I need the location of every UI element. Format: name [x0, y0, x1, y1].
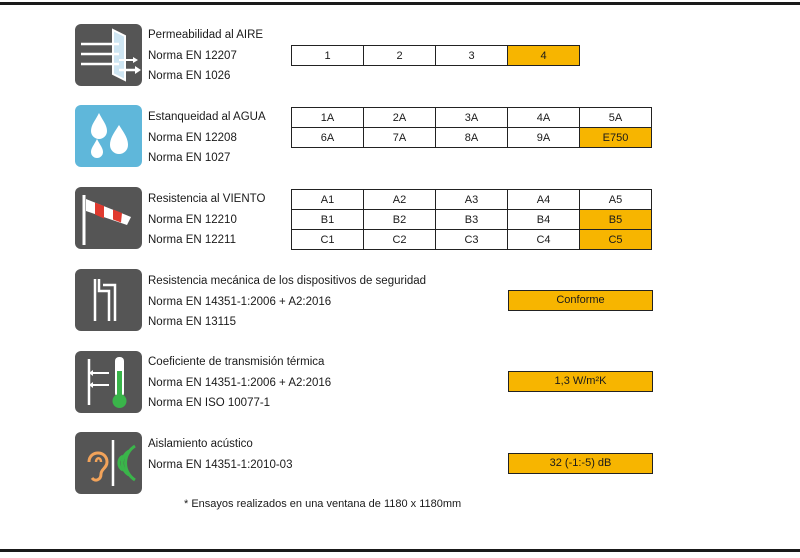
wind-norm-1: Norma EN 12210: [148, 213, 237, 226]
wind-title: Resistencia al VIENTO: [148, 193, 266, 205]
top-rule: [0, 2, 800, 5]
wind-class-cell: A4: [508, 190, 580, 210]
water-title: Estanqueidad al AGUA: [148, 111, 266, 123]
thermal-norm-2: Norma EN ISO 10077-1: [148, 397, 271, 409]
wind-class-cell: B4: [508, 210, 580, 230]
air-class-cell: 1: [292, 46, 364, 66]
air-title: Permeabilidad al AIRE: [148, 29, 264, 41]
wind-class-cell-selected: C5: [580, 230, 652, 250]
air-norm-1: Norma EN 12207: [148, 49, 237, 62]
thermal-result-box: 1,3 W/m²K: [508, 371, 653, 392]
table-row: [292, 190, 652, 210]
water-class-cell: 7A: [364, 128, 436, 148]
wind-class-cell: A1: [292, 190, 364, 210]
table-row: [292, 108, 652, 128]
mechanical-norm-1: Norma EN 14351-1:2006 + A2:2016: [148, 295, 332, 308]
mechanical-title: Resistencia mecánica de los dispositivos de seguridad: [148, 275, 427, 287]
acoustic-norm-1: Norma EN 14351-1:2010-03: [148, 458, 293, 471]
water-class-cell: 8A: [436, 128, 508, 148]
thermal-norm-1: Norma EN 14351-1:2006 + A2:2016: [148, 376, 332, 389]
handle-icon: [75, 269, 142, 331]
water-class-cell: 5A: [580, 108, 652, 128]
wind-class-cell: A2: [364, 190, 436, 210]
water-class-cell: 3A: [436, 108, 508, 128]
test-footnote: * Ensayos realizados en una ventana de 1180 x 1180mm: [184, 498, 462, 510]
table-row: [292, 46, 580, 66]
wind-class-cell: C2: [364, 230, 436, 250]
wind-class-cell: A3: [436, 190, 508, 210]
water-class-cell: 4A: [508, 108, 580, 128]
water-drops-icon: [75, 105, 142, 167]
mechanical-result-box: Conforme: [508, 290, 653, 311]
water-class-cell: 2A: [364, 108, 436, 128]
water-class-cell: 6A: [292, 128, 364, 148]
wind-class-cell: B3: [436, 210, 508, 230]
table-row: [292, 230, 652, 250]
air-class-cell: 2: [364, 46, 436, 66]
air-class-cell-selected: 4: [508, 46, 580, 66]
wind-class-cell: C3: [436, 230, 508, 250]
water-class-cell-selected: E750: [580, 128, 652, 148]
water-norm-2: Norma EN 1027: [148, 152, 231, 164]
wind-class-cell: C4: [508, 230, 580, 250]
mechanical-norm-2: Norma EN 13115: [148, 316, 236, 328]
water-norm-1: Norma EN 12208: [148, 131, 237, 144]
air-window-icon: [75, 24, 142, 86]
air-norm-2: Norma EN 1026: [148, 70, 231, 82]
table-row: [292, 128, 652, 148]
wind-norm-2: Norma EN 12211: [148, 234, 236, 246]
thermometer-icon: [75, 351, 142, 413]
wind-class-cell: B2: [364, 210, 436, 230]
air-class-cell: 3: [436, 46, 508, 66]
wind-class-cell: B1: [292, 210, 364, 230]
air-class-table: [291, 45, 580, 66]
wind-class-cell: C1: [292, 230, 364, 250]
water-class-table: [291, 107, 652, 148]
wind-class-cell: A5: [580, 190, 652, 210]
table-row: [292, 210, 652, 230]
water-class-cell: 9A: [508, 128, 580, 148]
windsock-icon: [75, 187, 142, 249]
bottom-rule: [0, 549, 800, 552]
acoustic-title: Aislamiento acústico: [148, 438, 253, 450]
water-class-cell: 1A: [292, 108, 364, 128]
wind-class-cell-selected: B5: [580, 210, 652, 230]
thermal-title: Coeficiente de transmisión térmica: [148, 356, 325, 368]
acoustic-result-box: 32 (-1:-5) dB: [508, 453, 653, 474]
wind-class-table: [291, 189, 652, 250]
ear-sound-icon: [75, 432, 142, 494]
